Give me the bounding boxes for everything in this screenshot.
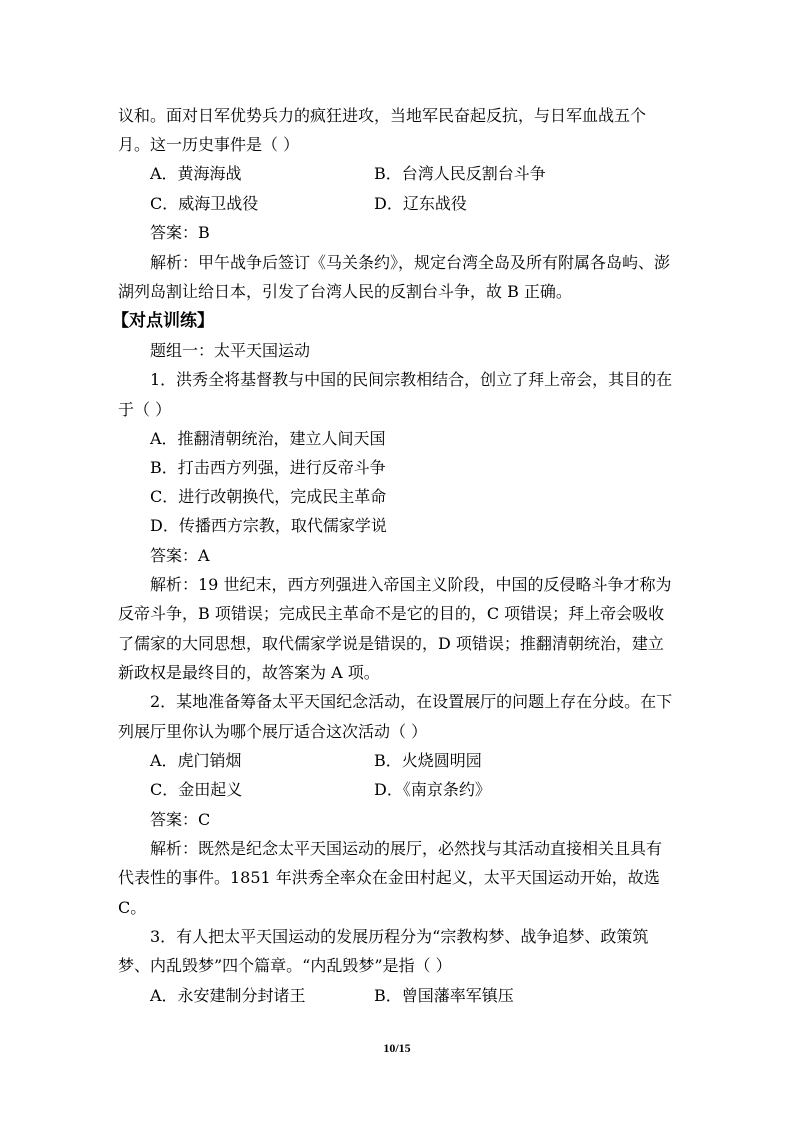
question-2-cont: 列展厅里你认为哪个展厅适合这次活动（ ） bbox=[118, 722, 428, 741]
option-a: A．黄海海战 bbox=[150, 164, 242, 183]
option-b: B．火烧圆明园 bbox=[374, 751, 482, 770]
answer-line: 答案：C bbox=[150, 810, 211, 829]
question-2: 2．某地准备筹备太平天国纪念活动，在设置展厅的问题上存在分歧。在下 bbox=[150, 692, 673, 711]
analysis-line: 反帝斗争，B 项错误；完成民主革命不是它的目的，C 项错误；拜上帝会吸收 bbox=[118, 604, 665, 623]
text-line: 议和。面对日军优势兵力的疯狂进攻，当地军民奋起反抗，与日军血战五个 bbox=[118, 106, 647, 125]
analysis-line: 解析：甲午战争后签订《马关条约》，规定台湾全岛及所有附属各岛屿、澎 bbox=[150, 253, 671, 272]
analysis-line: 解析：既然是纪念太平天国运动的展厅，必然找与其活动直接相关且具有 bbox=[150, 839, 663, 858]
question-1: 1．洪秀全将基督教与中国的民间宗教相结合，创立了拜上帝会，其目的在 bbox=[150, 370, 673, 389]
option-a: A．推翻清朝统治，建立人间天国 bbox=[150, 429, 386, 448]
option-c: C．进行改朝换代，完成民主革命 bbox=[150, 487, 387, 506]
question-1-cont: 于（ ） bbox=[118, 400, 172, 419]
option-a: A．永安建制分封诸王 bbox=[150, 986, 306, 1005]
group-title: 题组一：太平天国运动 bbox=[150, 341, 311, 360]
option-d: D．辽东战役 bbox=[374, 194, 467, 213]
option-d: D．传播西方宗教，取代儒家学说 bbox=[150, 516, 387, 535]
analysis-line: 解析：19 世纪末，西方列强进入帝国主义阶段，中国的反侵略斗争才称为 bbox=[150, 575, 672, 594]
answer-line: 答案：A bbox=[150, 546, 210, 565]
option-c: C．金田起义 bbox=[150, 780, 243, 799]
analysis-line: 代表性的事件。1851 年洪秀全率众在金田村起义，太平天国运动开始，故选 bbox=[118, 868, 660, 887]
analysis-line: 新政权是最终目的，故答案为 A 项。 bbox=[118, 663, 380, 682]
question-3: 3．有人把太平天国运动的发展历程分为“宗教构梦、战争追梦、政策筑 bbox=[150, 927, 649, 946]
analysis-line: 了儒家的大同思想，取代儒家学说是错误的，D 项错误；推翻清朝统治，建立 bbox=[118, 634, 664, 653]
option-a: A．虎门销烟 bbox=[150, 751, 242, 770]
option-d: D．《南京条约》 bbox=[374, 780, 491, 799]
option-b: B．打击西方列强，进行反帝斗争 bbox=[150, 458, 386, 477]
option-c: C．威海卫战役 bbox=[150, 194, 259, 213]
answer-line: 答案：B bbox=[150, 223, 210, 242]
option-b: B．曾国藩率军镇压 bbox=[374, 986, 514, 1005]
option-b: B．台湾人民反割台斗争 bbox=[374, 164, 546, 183]
analysis-line: C。 bbox=[118, 898, 147, 917]
page-number: 10/15 bbox=[383, 1041, 411, 1055]
analysis-line: 湖列岛割让给日本，引发了台湾人民的反割台斗争，故 B 正确。 bbox=[118, 282, 572, 301]
section-heading: 【对点训练】 bbox=[112, 311, 214, 331]
question-3-cont: 梦、内乱毁梦”四个篇章。“内乱毁梦”是指（ ） bbox=[118, 956, 452, 975]
text-line: 月。这一历史事件是（ ） bbox=[118, 135, 300, 154]
